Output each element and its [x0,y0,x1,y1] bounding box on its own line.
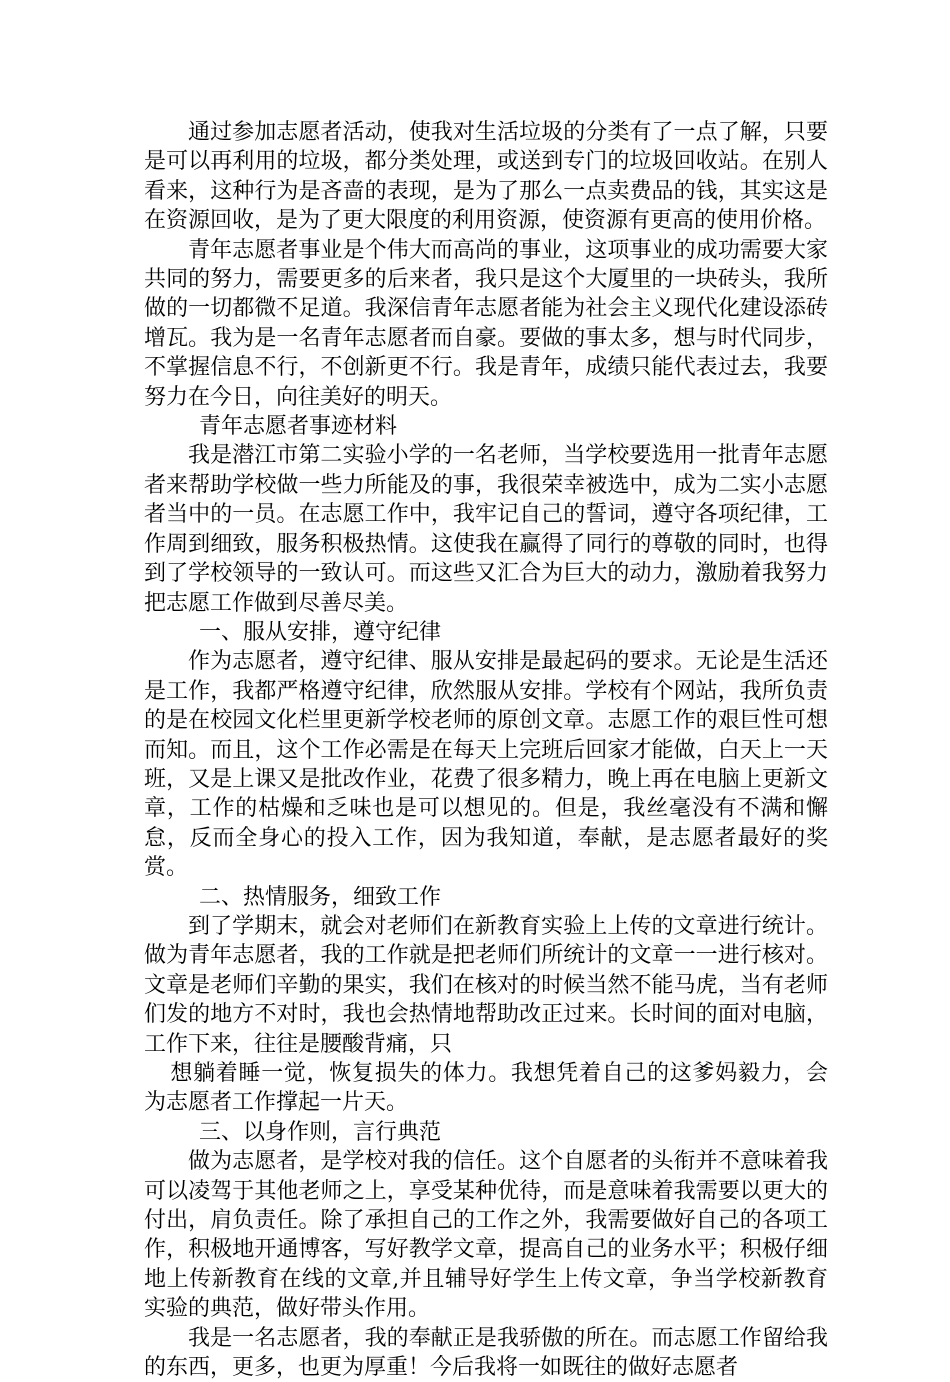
section-title: 青年志愿者事迹材料 [199,414,398,440]
paragraph-introduction: 我是潜江市第二实验小学的一名老师，当学校要选用一批青年志愿者来帮助学校做一些力所能及的事，我很荣幸被选中，成为二实小志愿者当中的一员。在志愿工作中，我牢记自己的誓词，遵守各项纪律，工作周到细致，服务积极热情。这使我在赢得了同行的尊敬的同时，也得到了学校领导的一致认可。而这些又汇合为巨大的动力，激励着我努力把志愿工作做到尽善尽美。 [144,443,828,616]
paragraph-lead-by-example: 做为志愿者，是学校对我的信任。这个自愿者的头衔并不意味着我可以凌驾于其他老师之上，享受某种优待，而是意味着我需要以更大的付出，肩负责任。除了承担自己的工作之外，我需要做好自己的各项工作，积极地开通博客，写好教学文章，提高自己的业务水平；积极仔细地上传新教育在线的文章,并且辅导好学生上传文章，争当学校新教育实验的典范，做好带头作用。 [144,1149,828,1322]
heading-obey-arrangements: 一、服从安排，遵守纪律 [199,619,442,645]
paragraph-waste-sorting: 通过参加志愿者活动，使我对生活垃圾的分类有了一点了解，只要是可以再利用的垃圾，都分类处理，或送到专门的垃圾回收站。在别人看来，这种行为是吝啬的表现，是为了那么一点卖费品的钱，其实这是在资源回收，是为了更大限度的利用资源，使资源有更高的使用价格。 [144,120,828,234]
paragraph-youth-volunteer-cause: 青年志愿者事业是个伟大而高尚的事业，这项事业的成功需要大家共同的努力，需要更多的后来者，我只是这个大厦里的一块砖头，我所做的一切都微不足道。我深信青年志愿者能为社会主义现代化建设添砖增瓦。我为是一名青年志愿者而自豪。要做的事太多，想与时代同步，不掌握信息不行，不创新更不行。我是青年，成绩只能代表过去，我要努力在今日，向往美好的明天。 [144,237,828,410]
document-body [144,118,828,1382]
paragraph-enthusiastic-service: 到了学期末，就会对老师们在新教育实验上上传的文章进行统计。做为青年志愿者，我的工作就是把老师们所统计的文章一一进行核对。文章是老师们辛勤的果实，我们在核对的时候当然不能马虎，当有老师们发的地方不对时，我也会热情地帮助改正过来。长时间的面对电脑，工作下来，往往是腰酸背痛，只 [144,913,828,1057]
paragraph-continuation: 想躺着睡一觉，恢复损失的体力。我想凭着自己的这爹妈毅力，会为志愿者工作撑起一片天。 [144,1061,828,1116]
paragraph-conclusion: 我是一名志愿者，我的奉献正是我骄傲的所在。而志愿工作留给我的东西，更多，也更为厚重！今后我将一如既往的做好志愿者 [144,1325,828,1381]
heading-lead-by-example: 三、以身作则，言行典范 [199,1119,442,1145]
paragraph-obey-arrangements: 作为志愿者，遵守纪律、服从安排是最起码的要求。无论是生活还是工作，我都严格遵守纪律，欣然服从安排。学校有个网站，我所负责的是在校园文化栏里更新学校老师的原创文章。志愿工作的艰巨性可想而知。而且，这个工作必需是在每天上完班后回家才能做，白天上一天班，又是上课又是批改作业，花费了很多精力，晚上再在电脑上更新文章，工作的枯燥和乏味也是可以想见的。但是，我丝毫没有不满和懈怠，反而全身心的投入工作，因为我知道，奉献，是志愿者最好的奖赏。 [144,649,828,881]
heading-enthusiastic-service: 二、热情服务，细致工作 [199,884,442,910]
